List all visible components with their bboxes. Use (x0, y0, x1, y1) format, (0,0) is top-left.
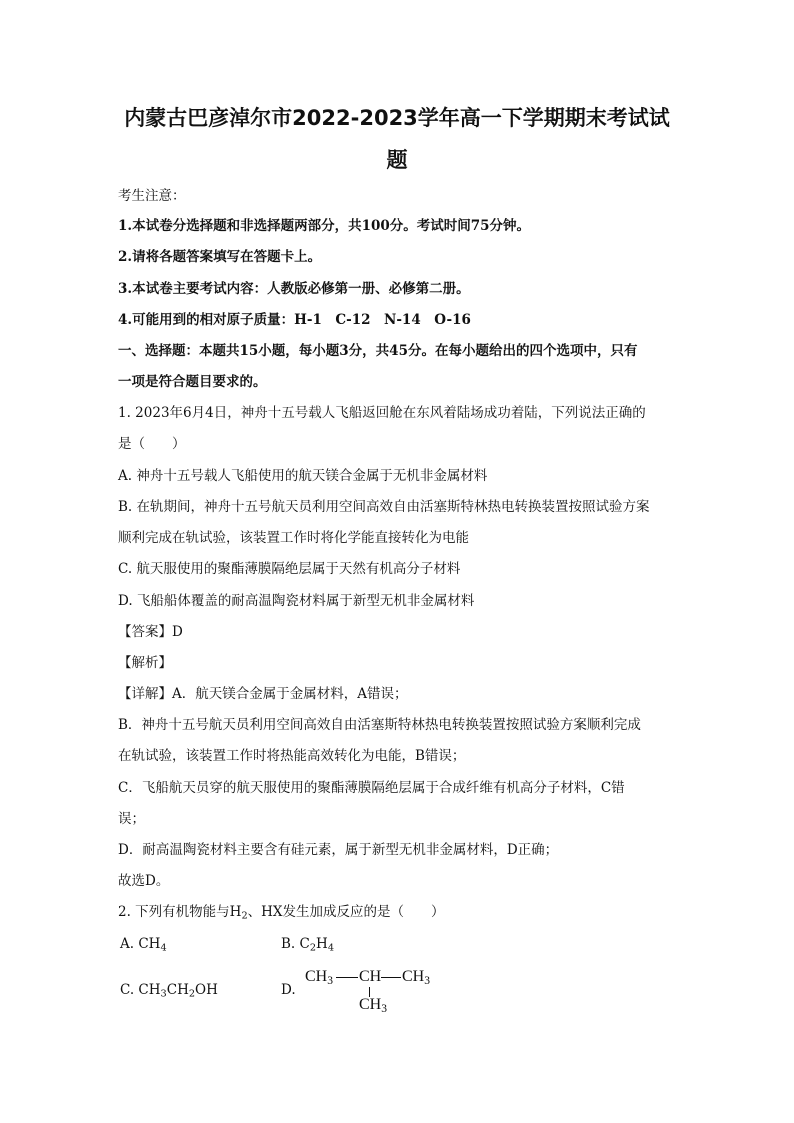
q1-detail-b-line2: 在轨试验，该装置工作时将热能高效转化为电能，B错误； (118, 748, 466, 764)
q2-option-a (120, 938, 167, 952)
q2-option-b (281, 938, 334, 952)
section1-instructions-line2: 一项是符合题目要求的。 (118, 374, 267, 390)
q1-detail-c-line2: 误； (118, 811, 145, 827)
q1-conclusion: 故选D。 (118, 873, 170, 889)
doc-title-line1: 内蒙古巴彦淖尔市2022-2023学年高一下学期期末考试试 (124, 106, 670, 130)
q2-option-c-sub1: 3 (160, 988, 167, 1000)
q2-option-c-post: OH (195, 982, 218, 998)
notice-heading: 考生注意： (118, 188, 186, 204)
structure-ch3-right (402, 969, 430, 985)
section1-instructions-line1: 一、选择题：本题共15小题，每小题3分，共45分。在每小题给出的四个选项中，只有 (118, 343, 638, 359)
notice-2: 2.请将各题答案填写在答题卡上。 (118, 249, 322, 265)
q2-stem-post: 、HX发生加成反应的是（ ） (247, 904, 445, 920)
q1-detail-b-line1: B．神舟十五号航天员利用空间高效自由活塞斯特林热电转换装置按照试验方案顺利完成 (118, 717, 641, 733)
notice-4: 4.可能用到的相对原子质量：H-1 C-12 N-14 O-16 (118, 312, 471, 328)
q1-detail-a: 【详解】A．航天镁合金属于金属材料，A错误； (118, 686, 408, 702)
q2-option-c-text: C. CH (120, 982, 161, 998)
q2-option-b-mid: H (316, 936, 328, 952)
q1-option-b-line1: B. 在轨期间，神舟十五号航天员利用空间高效自由活塞斯特林热电转换装置按照试验方案 (118, 499, 650, 515)
q2-option-b-text: B. C (281, 936, 310, 952)
structure-ch3-left-text: CH (305, 968, 328, 985)
q1-stem-line2: 是（ ） (118, 436, 186, 452)
q1-detail-d: D．耐高温陶瓷材料主要含有硅元素，属于新型无机非金属材料，D正确； (118, 842, 559, 858)
q2-stem (118, 906, 445, 920)
q2-option-a-text: A. CH (120, 936, 161, 952)
q1-option-a: A. 神舟十五号载人飞船使用的航天镁合金属于无机非金属材料 (118, 468, 488, 484)
structure-ch3-branch-sub: 3 (381, 1002, 387, 1015)
q1-detail-c-line1: C．飞船航天员穿的航天服使用的聚酯薄膜隔绝层属于合成纤维有机高分子材料，C错 (118, 780, 625, 796)
q2-option-c (120, 984, 218, 998)
q2-option-d-label: D. (281, 982, 296, 998)
structure-ch3-branch (359, 997, 387, 1013)
doc-title-line2: 题 (386, 148, 408, 172)
q2-option-b-sub2: 4 (327, 942, 334, 954)
structure-ch-center: CH (359, 968, 382, 985)
q2-option-c-mid: CH (166, 982, 189, 998)
q1-analysis-heading: 【解析】 (118, 655, 172, 671)
q2-option-b-sub1: 2 (309, 942, 317, 954)
q1-option-c: C. 航天服使用的聚酯薄膜隔绝层属于天然有机高分子材料 (118, 561, 461, 577)
structure-ch3-right-text: CH (402, 968, 425, 985)
q1-option-d: D. 飞船船体覆盖的耐高温陶瓷材料属于新型无机非金属材料 (118, 593, 475, 609)
structure-bond-left (336, 977, 358, 978)
structure-bond-right (381, 977, 401, 978)
structure-ch3-left-sub: 3 (327, 974, 333, 987)
q1-answer: 【答案】D (118, 624, 183, 640)
structure-ch3-right-sub: 3 (424, 974, 430, 987)
q2-option-c-sub2: 2 (188, 988, 196, 1000)
structure-ch3-left (305, 969, 333, 985)
notice-3: 3.本试卷主要考试内容：人教版必修第一册、必修第二册。 (118, 281, 470, 297)
structure-ch3-branch-text: CH (359, 996, 382, 1013)
q1-option-b-line2: 顺利完成在轨试验，该装置工作时将化学能直接转化为电能 (118, 530, 469, 546)
q2-stem-pre: 2. 下列有机物能与H (118, 904, 242, 920)
notice-1: 1.本试卷分选择题和非选择题两部分，共100分。考试时间75分钟。 (118, 218, 531, 234)
q1-stem-line1: 1. 2023年6月4日，神舟十五号载人飞船返回舱在东风着陆场成功着陆，下列说法正确的 (118, 405, 646, 421)
q2-stem-sub: 2 (241, 910, 248, 922)
q2-option-a-sub: 4 (160, 942, 167, 954)
